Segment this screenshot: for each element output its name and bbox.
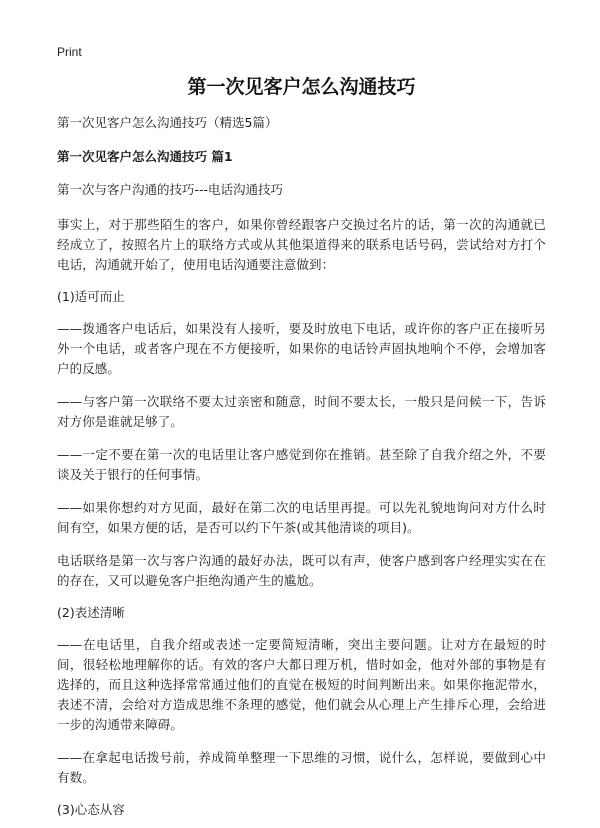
paragraph: ——一定不要在第一次的电话里让客户感觉到你在推销。甚至除了自我介绍之外，不要谈及关于银行的任何事情。	[57, 447, 546, 482]
document-subtitle: 第一次见客户怎么沟通技巧（精选5篇）	[57, 115, 278, 130]
point-heading-3: (3)心态从容	[57, 802, 125, 817]
paragraph: ——如果你想约对方见面，最好在第二次的电话里再提。可以先礼貌地询问对方什么时间有空，如果方便的话，是否可以约下午茶(或其他清谈的项目)。	[57, 500, 546, 535]
paragraph: ——在拿起电话拨号前，养成简单整理一下思维的习惯，说什么，怎样说，要做到心中有数。	[57, 750, 546, 785]
paragraph-intro: 事实上，对于那些陌生的客户，如果你曾经跟客户交换过名片的话，第一次的沟通就已经成立了，按照名片上的联络方式或从其他渠道得来的联系电话号码，尝试给对方打个电话，沟通就开始了，使用电话沟通要注意做到：	[57, 217, 546, 272]
point-heading-2: (2)表述清晰	[57, 605, 125, 620]
paragraph: 电话联络是第一次与客户沟通的最好办法，既可以有声，使客户感到客户经理实实在在的存在，又可以避免客户拒绝沟通产生的尴尬。	[57, 553, 546, 588]
print-label: Print	[57, 45, 82, 59]
intro-line: 第一次与客户沟通的技巧---电话沟通技巧	[57, 182, 284, 197]
paragraph: ——与客户第一次联络不要太过亲密和随意，时间不要太长，一般只是问候一下，告诉对方你是谁就足够了。	[57, 394, 546, 429]
document-title: 第一次见客户怎么沟通技巧	[187, 76, 416, 98]
paragraph: ——在电话里，自我介绍或表述一定要简短清晰，突出主要问题。让对方在最短的时间，很轻松地理解你的话。有效的客户大都日理万机，惜时如金，他对外部的事物是有选择的，而且这种选择常常通过他们的直觉在极短的时间判断出来。如果你拖泥带水，表述不清，会给对方造成思维不条理的感觉，他们就会从心理上产生排斥心理，会给进一步的沟通带来障碍。	[57, 637, 546, 732]
section-heading: 第一次见客户怎么沟通技巧 篇1	[57, 149, 233, 164]
point-heading-1: (1)适可而止	[57, 289, 125, 304]
paragraph: ——拨通客户电话后，如果没有人接听，要及时放电下电话，或许你的客户正在接听另外一个电话，或者客户现在不方便接听，如果你的电话铃声固执地响个不停，会增加客户的反感。	[57, 321, 546, 376]
